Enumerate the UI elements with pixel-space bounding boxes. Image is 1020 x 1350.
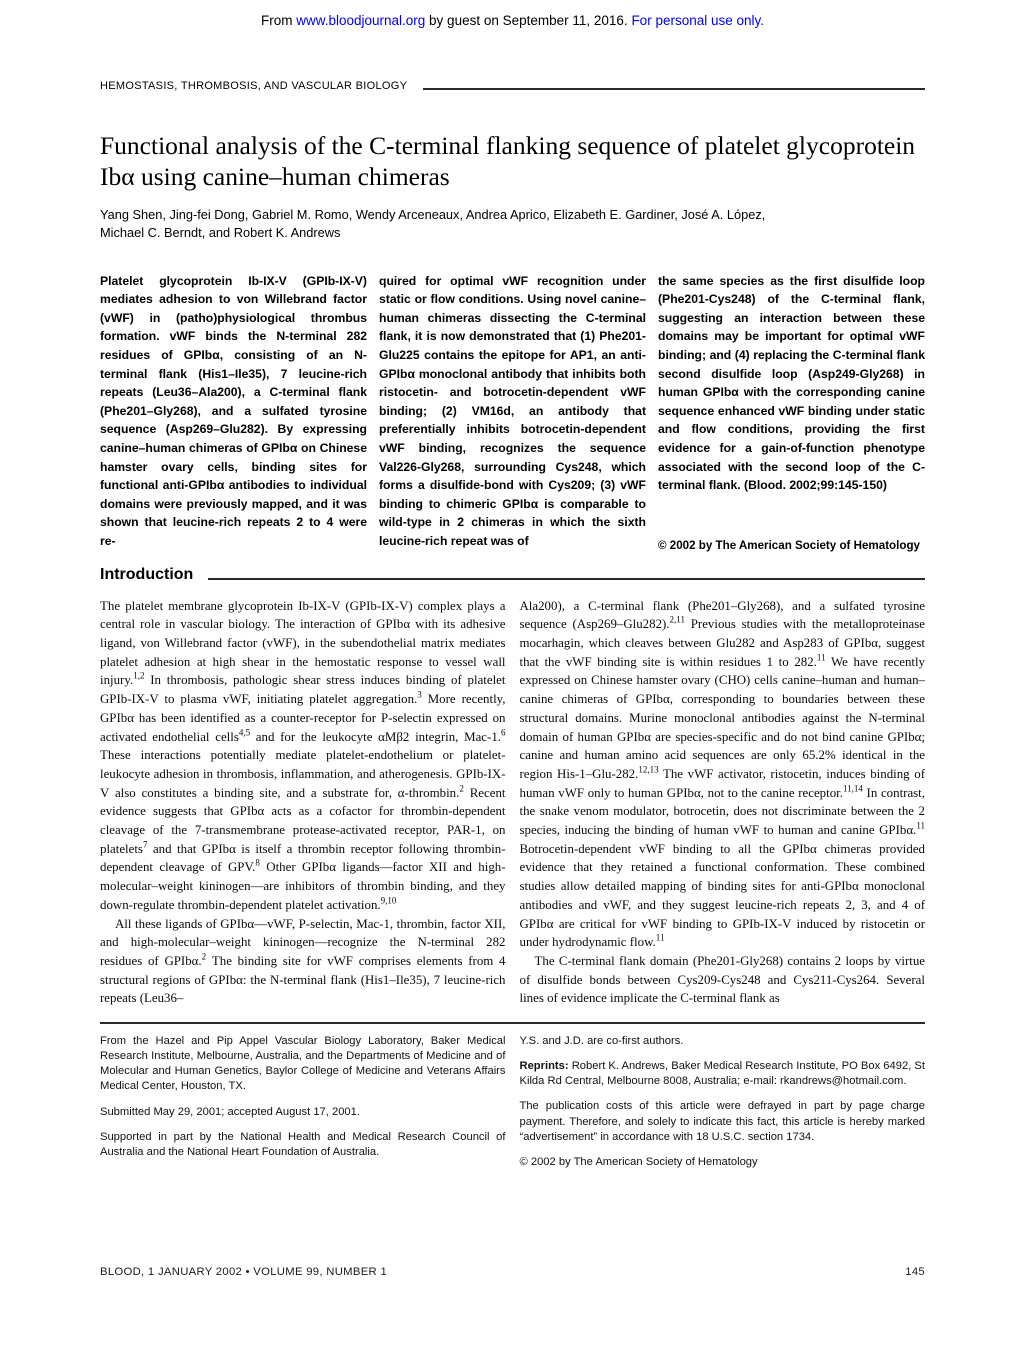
- article-title: [100, 130, 925, 194]
- introduction-rule: [208, 578, 925, 580]
- affiliation-note: From the Hazel and Pip Appel Vascular Biology Laboratory, Baker Medical Research Institute, Melbourne, Australia, and the Departments of Medicine and of Molecular and Human Genetics, Baylor College of Medicine and Veterans Affairs Medical Center, Houston, TX.: [100, 1034, 506, 1093]
- article-body: [100, 597, 925, 1008]
- section-header: [100, 80, 925, 92]
- section-label: HEMOSTASIS, THROMBOSIS, AND VASCULAR BIOLOGY: [100, 79, 408, 92]
- journal-citation: BLOOD, 1 JANUARY 2002 • VOLUME 99, NUMBER 1: [100, 1266, 388, 1278]
- publication-costs-note: The publication costs of this article were defrayed in part by page charge payment. Therefore, and solely to indicate this fact, this article is hereby marked “advertisement” in accordance with 18 U.S.C. section 1734.: [519, 1100, 925, 1144]
- body-paragraph: The platelet membrane glycoprotein Ib-IX-V (GPIb-IX-V) complex plays a central role in vascular biology. The interaction of GPIbα with its adhesive ligand, von Willebrand factor (vWF), in the subendothelial matrix mediates platelet adhesion at high shear in the hemostatic response to vessel wall injury.$^{1,2}$ In thrombosis, pathologic shear stress induces binding of platelet GPIb-IX-V to plasma vWF, initiating platelet aggregation.$^3$ More recently, GPIbα has been identified as a counter-receptor for P-selectin expressed on activated endothelial cells$^{4,5}$ and for the leukocyte αMβ2 integrin, Mac-1.$^6$ These interactions potentially mediate platelet-endothelium or platelet-leukocyte adhesion in thrombosis, inflammation, and atherogenesis. GPIb-IX-V also constitutes a binding site, and a substrate for, α-thrombin.$^2$ Recent evidence suggests that GPIbα acts as a cofactor for thrombin-dependent cleavage of the 7-transmembrane protease-activated receptor, PAR-1, on platelets$^7$ and that GPIbα is itself a thrombin receptor following thrombin-dependent cleavage of GPV.$^8$ Other GPIbα ligands—factor XII and high-molecular–weight kininogen—are inhibitors of thrombin binding, and they down-regulate thrombin-dependent platelet activation.$^{9,10}$: [100, 598, 506, 912]
- bloodjournal-link[interactable]: www.bloodjournal.org: [296, 13, 426, 28]
- body-paragraph: All these ligands of GPIbα—vWF, P-selectin, Mac-1, thrombin, factor XII, and high-molecular–weight kininogen—recognize the N-terminal 282 residues of GPIbα.$^2$ The binding site for vWF comprises elements from 4 structural regions of GPIbα: the N-terminal flank (His1–Ile35), 7 leucine-rich repeats (Leu36–: [100, 916, 506, 1006]
- abstract-column-3-text: the same species as the first disulfide loop (Phe201-Cys248) of the C-terminal flank, suggesting an interaction between these domains may be important for optimal vWF binding; and (4) replacing the C-terminal flank second disulfide loop (Asp249-Gly268) in human GPIbα with the corresponding canine sequence enhanced vWF binding under static and flow conditions, providing the first evidence for a gain-of-function phenotype associated with the second loop of the C-terminal flank. (Blood. 2002;99:145-150): [658, 273, 925, 493]
- introduction-header: [100, 566, 925, 584]
- abstract-column-1: Platelet glycoprotein Ib-IX-V (GPIb-IX-V) mediates adhesion to von Willebrand factor (vWF) in (patho)physiological thrombus formation. vWF binds the N-terminal 282 residues of GPIbα, consisting of an N-terminal flank (His1–Ile35), 7 leucine-rich repeats (Leu36–Ala200), a C-terminal flank (Phe201–Gly268), and a sulfated tyrosine sequence (Asp269–Glu282). By expressing canine–human chimeras of GPIbα on Chinese hamster ovary cells, binding sites for functional anti-GPIbα antibodies to individual domains were previously mapped, and it was shown that leucine-rich repeats 2 to 4 were re-: [100, 273, 367, 548]
- body-paragraph: The C-terminal flank domain (Phe201-Gly268) contains 2 loops by virtue of disulfide bonds between Cys209-Cys248 and Cys211-Cys264. Several lines of evidence implicate the C-terminal flank as: [519, 953, 925, 1006]
- footnotes: [100, 1034, 925, 1181]
- footnote-divider: [100, 1022, 925, 1024]
- section-rule: [423, 88, 925, 90]
- introduction-heading: Introduction: [100, 565, 194, 583]
- submission-note: Submitted May 29, 2001; accepted August 17, 2001.: [100, 1105, 360, 1118]
- abstract: [100, 272, 925, 556]
- article-title-line-2: Ibα using canine–human chimeras: [100, 162, 450, 192]
- reprints-note: Reprints: Robert K. Andrews, Baker Medical Research Institute, PO Box 6492, St Kilda Rd Central, Melbourne 8008, Australia; e-mail: rkandrews@hotmail.com.: [519, 1059, 925, 1088]
- page-footer: [100, 1266, 925, 1278]
- author-list-line-2: Michael C. Berndt, and Robert K. Andrews: [100, 224, 341, 240]
- abstract-copyright: © 2002 by The American Society of Hematology: [658, 539, 920, 553]
- body-right-column: [520, 597, 926, 1008]
- access-notice-prefix: From: [260, 13, 297, 28]
- body-left-column: [100, 597, 506, 1008]
- author-list: [100, 206, 925, 241]
- article-title-line-1: Functional analysis of the C-terminal flanking sequence of platelet glycoprotein: [100, 130, 916, 160]
- footnotes-left: [100, 1034, 506, 1181]
- access-notice: [100, 12, 925, 30]
- support-note: Supported in part by the National Health and Medical Research Council of Australia and the National Heart Foundation of Australia.: [100, 1131, 506, 1159]
- copyright-note: © 2002 by The American Society of Hematology: [519, 1156, 758, 1169]
- personal-use-link[interactable]: For personal use only.: [631, 13, 765, 28]
- page-number: 145: [905, 1266, 925, 1278]
- abstract-column-2: quired for optimal vWF recognition under static or flow conditions. Using novel canine–human chimeras dissecting the C-terminal flank, it is now demonstrated that (1) Phe201-Glu225 contains the epitope for AP1, an anti-GPIbα monoclonal antibody that inhibits both ristocetin- and botrocetin-dependent vWF binding; (2) VM16d, an antibody that preferentially inhibits botrocetin-dependent vWF binding, recognizes the sequence Val226-Gly268, surrounding Cys248, which forms a disulfide-bond with Cys209; (3) vWF binding to chimeric GPIbα is comparable to wild-type in 2 chimeras in which the sixth leucine-rich repeat was of: [379, 273, 646, 548]
- abstract-column-3: [658, 272, 925, 556]
- footnotes-right: [520, 1034, 926, 1181]
- author-list-line-1: Yang Shen, Jing-fei Dong, Gabriel M. Romo, Wendy Arceneaux, Andrea Aprico, Elizabeth E. Gardiner, José A. López,: [100, 207, 766, 223]
- body-paragraph: Ala200), a C-terminal flank (Phe201–Gly268), and a sulfated tyrosine sequence (Asp269–Glu282).$^{2,11}$ Previous studies with the metalloproteinase mocarhagin, which cleaves between Glu282 and Asp283 of GPIbα, suggest that the vWF binding site is within residues 1 to 282.11 We have recently expressed on Chinese hamster ovary (CHO) cells canine–human and human–canine chimeras of GPIbα, corresponding to boundaries between these structural domains. Murine monoclonal antibodies against the N-terminal domain of human GPIbα are species-specific and do not bind canine GPIbα; canine and human amino acid sequences are only 65.2% identical in the region His-1–Glu-282.$^{12,13}$ The vWF activator, ristocetin, induces binding of human vWF only to human GPIbα, not to the canine receptor.$^{11,14}$ In contrast, the snake venom modulator, botrocetin, does not discriminate between the 2 species, inducing the binding of human vWF to human and canine GPIbα.$^{11}$ Botrocetin-dependent vWF binding to all the GPIbα chimeras provided evidence that they retained a functional conformation. These combined studies allow detailed mapping of binding sites for anti-GPIbα monoclonal antibodies and vWF, and they suggest leucine-rich repeats 2, 3, and 4 of GPIbα are critical for vWF binding to GPIb-IX-V induced by ristocetin or under hydrodynamic flow.$^{11}$: [519, 598, 925, 950]
- access-notice-middle: by guest on September 11, 2016.: [425, 13, 632, 28]
- co-first-authors-note: Y.S. and J.D. are co-first authors.: [519, 1034, 684, 1047]
